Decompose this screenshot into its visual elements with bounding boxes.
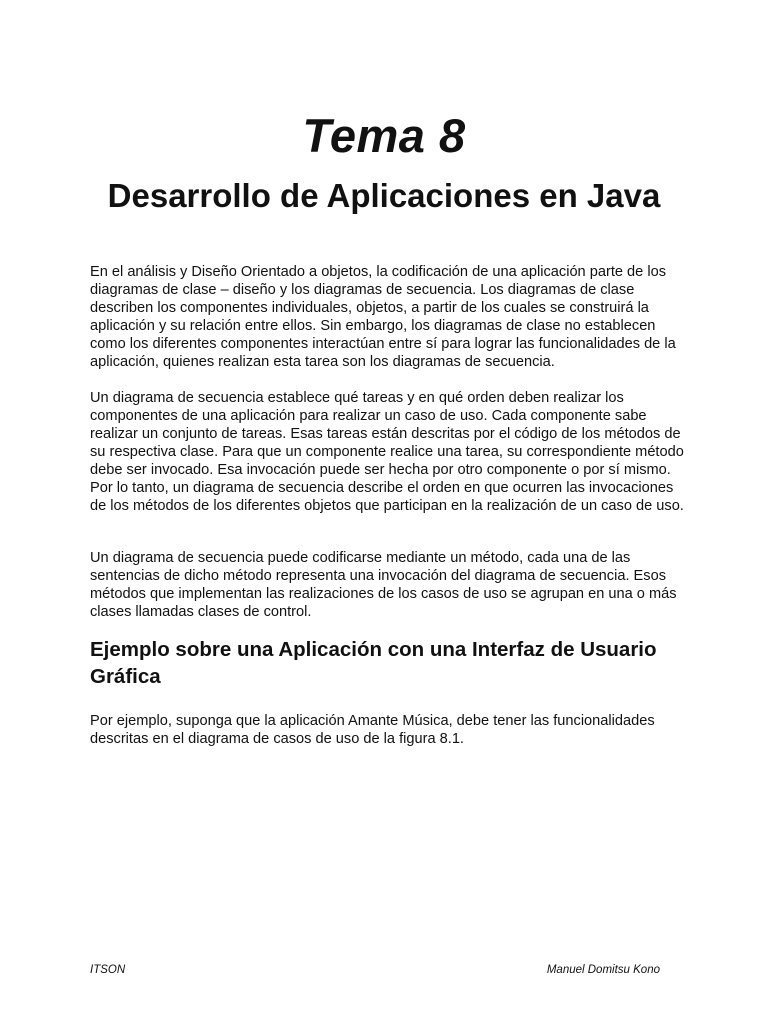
document-title: Desarrollo de Aplicaciones en Java [107, 177, 661, 214]
section-heading: Ejemplo sobre una Aplicación con una Interfaz de Usuario Gráfica [90, 638, 657, 688]
paragraph: En el análisis y Diseño Orientado a objetos, la codificación de una aplicación parte de los diagramas de clase – diseño y los diagramas de secuencia. Los diagramas de clase describen los componentes individuales, objetos, a partir de los cuales se construirá la aplicación y su relación entre ellos. Sin embargo, los diagramas de clase no establecen como los diferentes componentes interactúan entre sí para lograr las funcionalidades de la aplicación, quienes realizan esta tarea son los diagramas de secuencia. [90, 264, 676, 370]
chapter-heading: Tema 8 [302, 109, 466, 162]
footer-author: Manuel Domitsu Kono [546, 964, 660, 976]
footer-institution: ITSON [90, 964, 126, 976]
paragraph: Un diagrama de secuencia puede codificarse mediante un método, cada una de las sentencias de dicho método representa una invocación del diagrama de secuencia. Esos métodos que implementan las realizaciones de los casos de uso se agrupan en una o más clases llamadas clases de control. [90, 550, 677, 620]
paragraph: Un diagrama de secuencia establece qué tareas y en qué orden deben realizar los componentes de una aplicación para realizar un caso de uso. Cada componente sabe realizar un conjunto de tareas. Esas tareas están descritas por el código de los métodos de su respectiva clase. Para que un componente realice una tarea, su correspondiente método debe ser invocado. Esa invocación puede ser hecha por otro componente o por sí mismo. Por lo tanto, un diagrama de secuencia describe el orden en que ocurren las invocaciones de los métodos de los diferentes objetos que participan en la realización de un caso de uso. [90, 390, 684, 514]
paragraph: Por ejemplo, suponga que la aplicación Amante Música, debe tener las funcionalidades descritas en el diagrama de casos de uso de la figura 8.1. [90, 713, 655, 747]
